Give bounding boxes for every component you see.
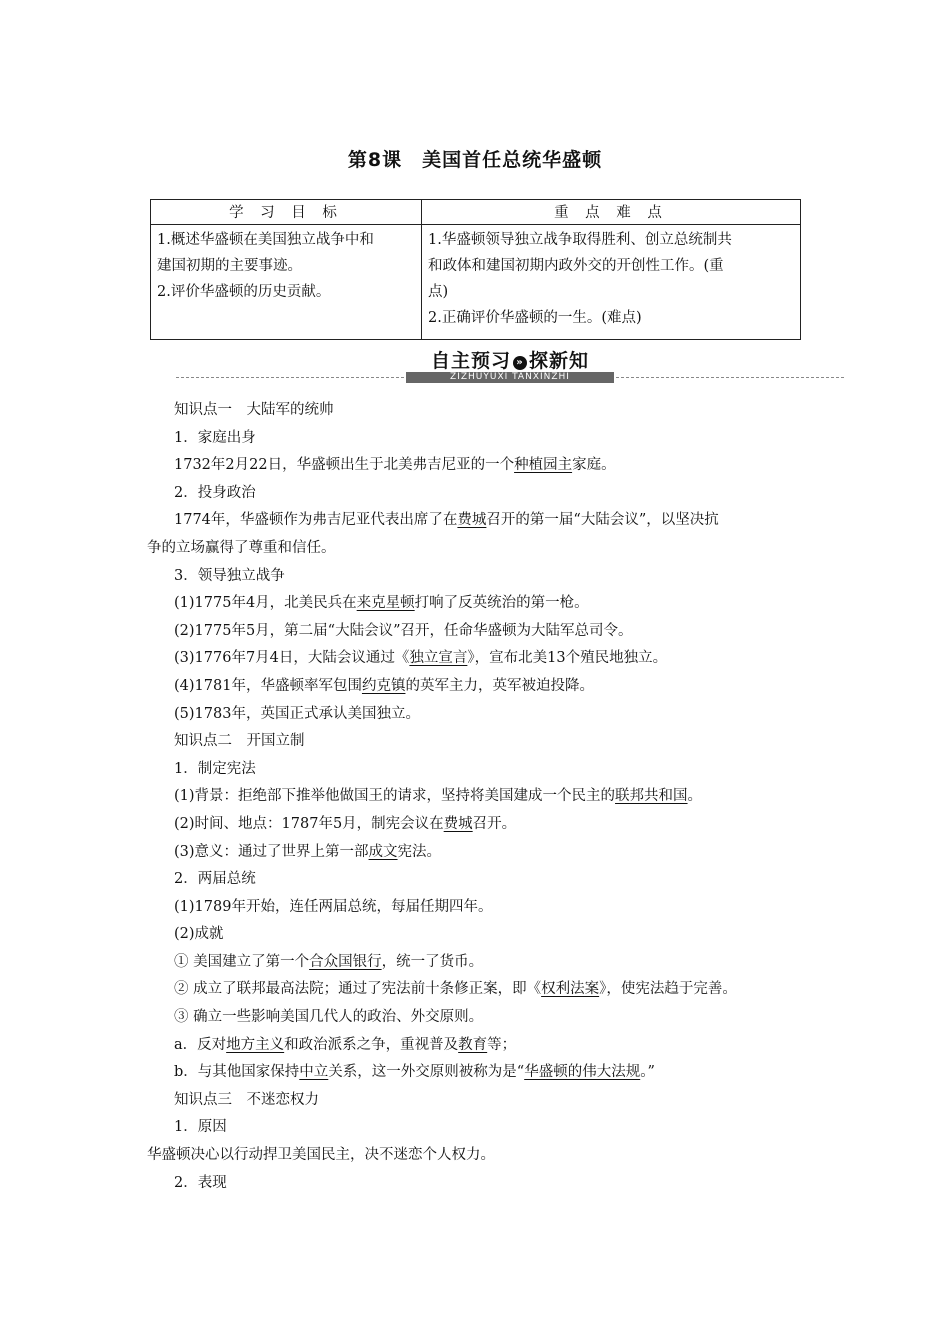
text-segment: (2)1775年5月，第二届“大陆会议”召开，任命华盛顿为大陆军总司令。 bbox=[174, 622, 633, 639]
underlined-answer: 地方主义 bbox=[226, 1036, 285, 1053]
text-line bbox=[147, 452, 827, 480]
text-line bbox=[147, 811, 827, 839]
text-line bbox=[147, 1114, 827, 1142]
text-line bbox=[147, 783, 827, 811]
text-segment: 2．两届总统 bbox=[174, 871, 256, 888]
text-segment: 召开。 bbox=[472, 815, 517, 832]
text-line bbox=[147, 894, 827, 922]
banner-heading bbox=[410, 346, 610, 373]
text-segment: 3．领导独立战争 bbox=[174, 567, 285, 584]
goal-line: 2.评价华盛顿的历史贡献。 bbox=[157, 284, 331, 300]
text-segment: (3)意义：通过了世界上第一部 bbox=[174, 843, 369, 860]
text-segment: (4)1781年，华盛顿率军包围 bbox=[174, 677, 362, 694]
underlined-answer: 权利法案 bbox=[541, 981, 600, 998]
text-line bbox=[147, 1142, 827, 1170]
text-segment: ① 美国建立了第一个 bbox=[174, 953, 310, 970]
underlined-answer: 华盛顿的伟大法规 bbox=[524, 1064, 641, 1081]
text-line bbox=[147, 1004, 827, 1032]
underlined-answer: 独立宣言 bbox=[409, 650, 468, 667]
text-segment: ③ 确立一些影响美国几代人的政治、外交原则。 bbox=[174, 1009, 484, 1026]
text-line bbox=[147, 1087, 827, 1115]
text-line bbox=[147, 839, 827, 867]
text-line bbox=[147, 673, 827, 701]
text-segment: 1．制定宪法 bbox=[174, 760, 256, 777]
text-line bbox=[147, 618, 827, 646]
text-segment: 等； bbox=[487, 1036, 517, 1053]
text-segment: 知识点一 大陆军的统帅 bbox=[174, 402, 334, 418]
underlined-answer: 联邦共和国 bbox=[615, 788, 688, 805]
key-point-line: 2.正确评价华盛顿的一生。(难点) bbox=[428, 310, 642, 326]
text-segment: 的英军主力，英军被迫投降。 bbox=[405, 677, 594, 694]
table-underline-stub bbox=[150, 339, 174, 340]
text-segment: 知识点二 开国立制 bbox=[174, 733, 305, 750]
underlined-answer: 中立 bbox=[299, 1064, 329, 1081]
underlined-answer: 教育 bbox=[458, 1036, 488, 1053]
text-segment: 》，宣布北美13个殖民地独立。 bbox=[467, 650, 668, 667]
text-line bbox=[147, 866, 827, 894]
knowledge-content bbox=[147, 397, 827, 1197]
key-point-line: 1.华盛顿领导独立战争取得胜利、创立总统制共 bbox=[428, 232, 732, 248]
text-line bbox=[147, 1170, 827, 1198]
text-segment: 1．原因 bbox=[174, 1119, 227, 1136]
text-segment: (2)时间、地点：1787年5月，制宪会议在 bbox=[174, 815, 444, 832]
underlined-answer: 成文 bbox=[368, 843, 398, 860]
underlined-answer: 费城 bbox=[457, 512, 487, 529]
text-segment: (2)成就 bbox=[174, 926, 224, 943]
banner-subtitle: ZIZHUYUXI TANXINZHI bbox=[406, 372, 614, 383]
text-segment: ，统一了货币。 bbox=[381, 953, 484, 970]
underlined-answer: 约克镇 bbox=[361, 677, 406, 694]
text-segment: (1)1789年开始，连任两届总统，每届任期四年。 bbox=[174, 898, 493, 915]
banner-heading-part1: 自主预习 bbox=[430, 350, 511, 372]
goal-line: 1.概述华盛顿在美国独立战争中和 bbox=[157, 232, 374, 248]
text-line bbox=[147, 949, 827, 977]
objectives-header-key-points: 重 点 难 点 bbox=[422, 200, 801, 225]
text-line bbox=[147, 921, 827, 949]
text-segment: (1)背景：拒绝部下推举他做国王的请求，坚持将美国建成一个民主的 bbox=[174, 788, 616, 805]
banner-heading-part2: 探新知 bbox=[529, 350, 590, 372]
underlined-answer: 费城 bbox=[443, 815, 473, 832]
text-segment: ② 成立了联邦最高法院；通过了宪法前十条修正案，即《 bbox=[174, 981, 542, 998]
text-segment: 2．表现 bbox=[174, 1174, 227, 1191]
text-segment: 家庭。 bbox=[572, 457, 616, 474]
underlined-answer: 合众国银行 bbox=[309, 953, 382, 970]
underlined-answer: 来克星顿 bbox=[356, 595, 415, 612]
text-segment: 》，使宪法趋于完善。 bbox=[599, 981, 737, 998]
double-chevron-icon: » bbox=[513, 356, 527, 370]
text-line bbox=[147, 728, 827, 756]
text-segment: 。 bbox=[687, 788, 703, 805]
key-point-line: 和政体和建国初期内政外交的开创性工作。(重 bbox=[428, 258, 724, 274]
text-segment: 打响了反英统治的第一枪。 bbox=[414, 595, 589, 612]
key-point-line: 点) bbox=[428, 284, 449, 300]
objectives-key-points-cell bbox=[422, 225, 801, 340]
text-line bbox=[147, 1059, 827, 1087]
page-title: 第8课 美国首任总统华盛顿 bbox=[347, 149, 603, 171]
text-segment: 召开的第一届“大陆会议”，以坚决抗 bbox=[486, 512, 719, 529]
text-segment: 关系，这一外交原则被称为是“ bbox=[328, 1064, 525, 1081]
text-segment: (1)1775年4月，北美民兵在 bbox=[174, 595, 357, 612]
text-line bbox=[147, 507, 827, 535]
objectives-goals-cell bbox=[151, 225, 422, 340]
objectives-table bbox=[150, 199, 801, 340]
text-segment: 和政治派系之争，重视普及 bbox=[284, 1036, 459, 1053]
underlined-answer: 种植园主 bbox=[514, 457, 573, 474]
text-line bbox=[147, 480, 827, 508]
text-segment: 2．投身政治 bbox=[174, 484, 256, 501]
text-segment: 1．家庭出身 bbox=[174, 429, 256, 446]
text-line bbox=[147, 397, 827, 425]
text-segment: a．反对 bbox=[174, 1036, 227, 1053]
text-segment: (3)1776年7月4日，大陆会议通过《 bbox=[174, 650, 410, 667]
text-line bbox=[147, 563, 827, 591]
text-segment: 1774年，华盛顿作为弗吉尼亚代表出席了在 bbox=[174, 512, 458, 529]
objectives-header-goals: 学 习 目 标 bbox=[151, 200, 422, 225]
text-segment: (5)1783年，英国正式承认美国独立。 bbox=[174, 705, 420, 722]
goal-line: 建国初期的主要事迹。 bbox=[157, 258, 302, 274]
text-segment: b．与其他国家保持 bbox=[174, 1064, 300, 1081]
text-segment: 。” bbox=[640, 1064, 655, 1081]
text-line bbox=[147, 425, 827, 453]
text-line bbox=[147, 976, 827, 1004]
text-segment: 知识点三 不迷恋权力 bbox=[174, 1091, 319, 1108]
section-banner bbox=[176, 346, 844, 386]
text-segment: 宪法。 bbox=[397, 843, 442, 860]
text-segment: 1732年2月22日，华盛顿出生于北美弗吉尼亚的一个 bbox=[174, 457, 515, 474]
text-line bbox=[147, 1032, 827, 1060]
text-line bbox=[147, 756, 827, 784]
text-line bbox=[147, 590, 827, 618]
text-line bbox=[147, 645, 827, 673]
text-line bbox=[147, 535, 827, 563]
text-segment: 华盛顿决心以行动捍卫美国民主，决不迷恋个人权力。 bbox=[147, 1147, 495, 1164]
text-segment: 争的立场赢得了尊重和信任。 bbox=[147, 539, 336, 556]
text-line bbox=[147, 701, 827, 729]
